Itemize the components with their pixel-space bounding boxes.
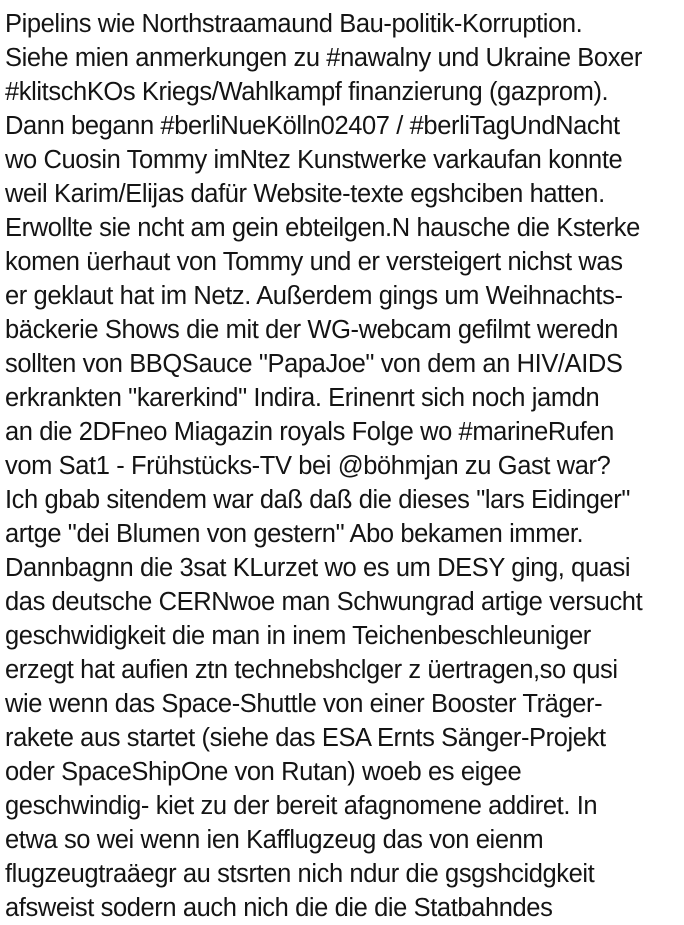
text-line: rakete aus startet (siehe das ESA Ernts Sänger-Projekt: [5, 724, 606, 752]
text-line: geschwidigkeit die man in inem Teichenbeschleuniger: [5, 622, 591, 650]
text-line: etwa so wei wenn ien Kafflugzeug das von eienm: [5, 826, 544, 854]
text-line: wo Cuosin Tommy imNtez Kunstwerke varkaufan konnte: [5, 146, 623, 174]
text-line: das deutsche CERNwoe man Schwungrad artige versucht: [5, 588, 643, 616]
text-line: erzegt hat aufien ztn technebshclger z üertragen,so qusi: [5, 656, 618, 684]
text-line: #klitschKOs Kriegs/Wahlkampf finanzierung (gazprom).: [5, 78, 609, 106]
text-line: Pipelins wie Northstraamaund Bau-politik-Korruption.: [5, 10, 583, 38]
text-line: an die 2DFneo Miagazin royals Folge wo #marineRufen: [5, 418, 614, 446]
text-line: geschwindig- kiet zu der bereit afagnomene addiret. In: [5, 792, 598, 820]
text-line: Dannbagnn die 3sat KLurzet wo es um DESY ging, quasi: [5, 554, 631, 582]
text-line: flugzeugtraäegr au stsrten nich ndur die gsgshcidgkeit: [5, 860, 595, 888]
text-line: Siehe mien anmerkungen zu #nawalny und Ukraine Boxer: [5, 44, 642, 72]
text-line: erkrankten "karerkind" Indira. Erinenrt sich noch jamdn: [5, 384, 600, 412]
text-line: artge "dei Blumen von gestern" Abo bekamen immer.: [5, 520, 584, 548]
text-line: bäckerie Shows die mit der WG-webcam gefilmt weredn: [5, 316, 619, 344]
text-line: er geklaut hat im Netz. Außerdem gings um Weihnachts-: [5, 282, 623, 310]
text-line: weil Karim/Elijas dafür Website-texte egshciben hatten.: [5, 180, 605, 208]
text-line: Dann begann #berliNueKölln02407 / #berliTagUndNacht: [5, 112, 620, 140]
text-line: Ich gbab sitendem war daß daß die dieses "lars Eidinger": [5, 486, 631, 514]
text-line: wie wenn das Space-Shuttle von einer Booster Träger-: [5, 690, 603, 718]
text-line: komen üerhaut von Tommy und er versteigert nichst was: [5, 248, 623, 276]
text-line: oder SpaceShipOne von Rutan) woeb es eigee: [5, 758, 522, 786]
text-line: afsweist sodern auch nich die die die Statbahndes: [5, 894, 553, 922]
text-line: sollten von BBQSauce "PapaJoe" von dem an HIV/AIDS: [5, 350, 623, 378]
text-line: Erwollte sie ncht am gein ebteilgen.N hausche die Ksterke: [5, 214, 640, 242]
text-line: vom Sat1 - Frühstücks-TV bei @böhmjan zu Gast war?: [5, 452, 611, 480]
